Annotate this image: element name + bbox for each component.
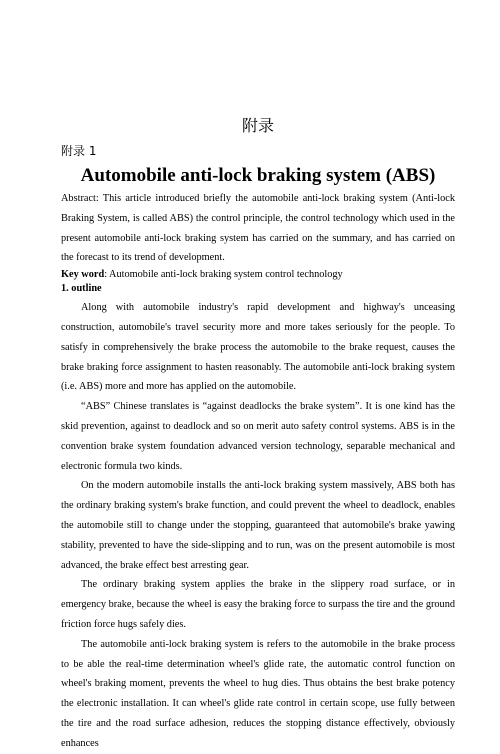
appendix-title: 附录 <box>241 116 274 135</box>
abstract-paragraph: Abstract: This article introduced briefly the automobile anti-lock braking system (Anti-lock Braking System, is called ABS) the control principle, the control technology which used in the present automobile anti-lock braking system has carried on the summary, and has carried on the forecast to its trend of development. <box>61 193 455 264</box>
keyword-line <box>61 268 455 282</box>
body-paragraph-5: The automobile anti-lock braking system is refers to the automobile in the brake process to be able the real-time determination wheel's glide rate, the automatic control function on wheel's braking moment, prevents the wheel to hug dies. Thus obtains the best brake potency the electronic installation. It can wheel's glide rate control in certain scope, use fully between the tire and the road surface adhesion, reduces the stopping distance effectively, obviously enhances <box>61 638 455 749</box>
body-paragraph-4: The ordinary braking system applies the brake in the slippery road surface, or in emergency brake, because the wheel is easy the braking force to surpass the tire and the ground friction force hugs safely dies. <box>61 579 455 630</box>
body-paragraph-1: Along with automobile industry's rapid development and highway's unceasing construction, automobile's travel security more and more takes seriously for the people. To satisfy in comprehensively the brake process the automobile to the brake request, causes the brake braking force assignment to hasten reasonably. The automobile anti-lock braking system (i.e. ABS) more and more has applied on the automobile. <box>61 302 455 393</box>
section-heading-outline: 1. outline <box>61 283 102 295</box>
appendix-subtitle: 附录 1 <box>61 144 97 158</box>
body-paragraph-2: “ABS” Chinese translates is “against deadlocks the brake system”. It is one kind has the skid prevention, against to deadlock and so on merit auto safety control systems. ABS is in the convention brake system foundation advanced version technology, separable mechanical and electronic formula two kinds. <box>61 401 455 472</box>
keyword-label: Key word <box>61 269 105 281</box>
body-paragraph-3: On the modern automobile installs the anti-lock braking system massively, ABS both has the ordinary braking system's brake function, and could prevent the wheel to deadlock, enables the automobile still to change under the stopping, guaranteed that automobile's brake yawing stability, prevented to have the side-slipping and to run, was on the present automobile is most advanced, the brake effect best arresting gear. <box>61 480 455 571</box>
keyword-text: : Automobile anti-lock braking system control technology <box>104 269 343 281</box>
document-title: Automobile anti-lock braking system (ABS) <box>80 165 436 186</box>
page-content <box>61 116 455 754</box>
